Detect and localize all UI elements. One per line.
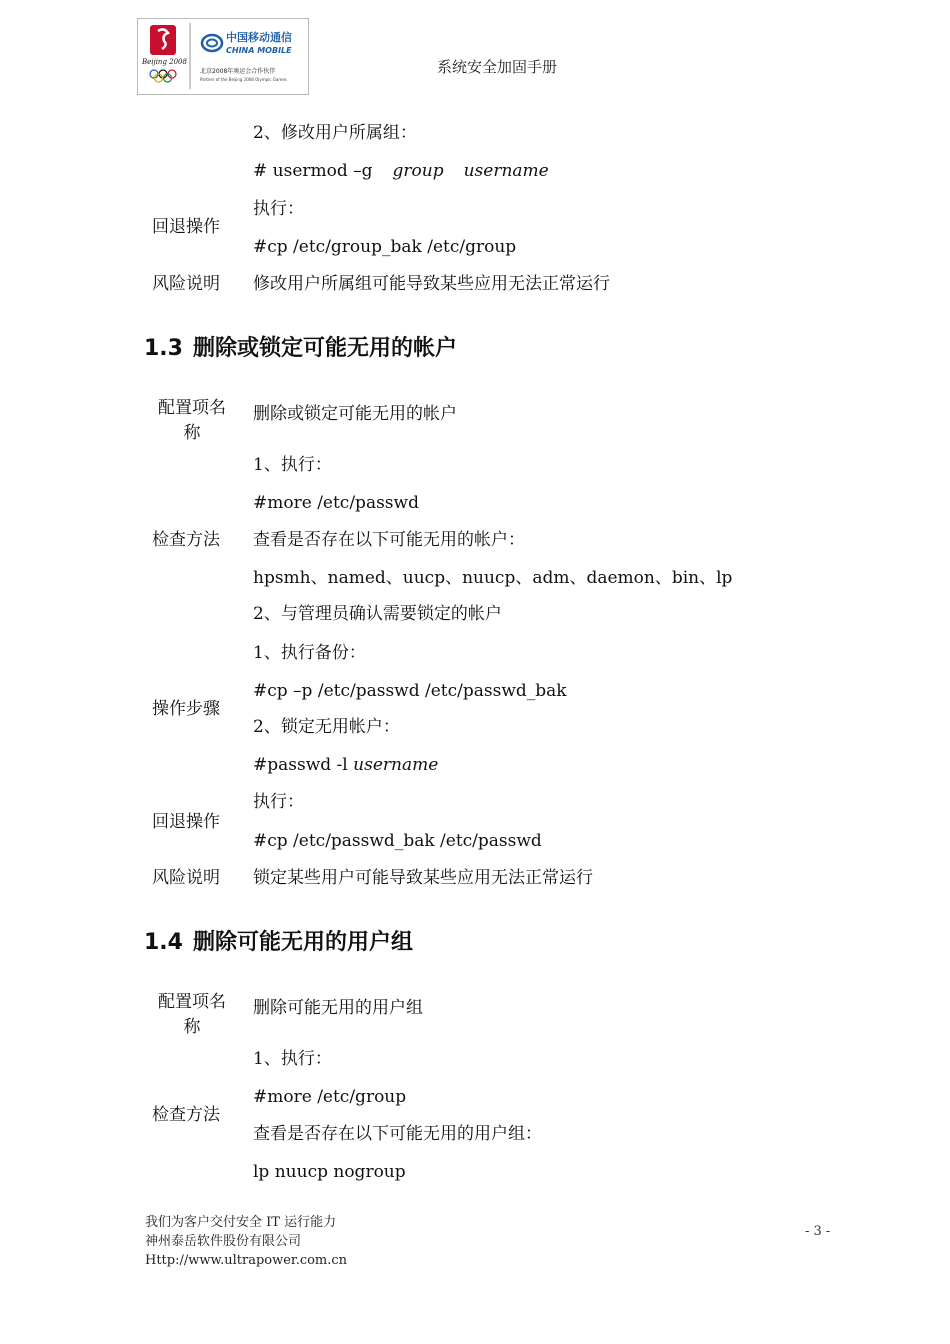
s13-rollback-2: #cp /etc/passwd_bak /etc/passwd <box>253 831 542 851</box>
section-number: 1.4 <box>144 930 183 955</box>
s14-check-line: 查看是否存在以下可能无用的用户组： <box>253 1124 542 1144</box>
cmd-group-param: group <box>392 161 444 181</box>
s13-check-line: 1、执行： <box>253 455 332 475</box>
s13-check-line: hpsmh、named、uucp、nuucp、adm、daemon、bin、lp <box>253 568 733 588</box>
page-footer <box>145 1213 347 1270</box>
prev-rollback-1: 执行： <box>253 199 304 219</box>
s13-op-step <box>253 754 438 776</box>
s13-risk-text: 锁定某些用户可能导致某些应用无法正常运行 <box>253 868 593 888</box>
partner-en-text: Partner of the Beijing 2008 Olympic Games <box>200 77 287 82</box>
prev-rollback-label: 回退操作 <box>152 217 220 237</box>
s14-config-label-1: 配置项名 <box>158 992 226 1012</box>
s13-op-label: 操作步骤 <box>152 699 220 719</box>
s14-config-label-2: 称 <box>183 1017 201 1037</box>
footer-company: 神州泰岳软件股份有限公司 <box>145 1234 302 1249</box>
brand-cn-text: 中国移动通信 <box>226 31 292 44</box>
s13-risk-label: 风险说明 <box>152 868 220 888</box>
section-number: 1.3 <box>144 336 183 361</box>
s13-op-step: #cp –p /etc/passwd /etc/passwd_bak <box>253 681 567 701</box>
section-1-4-heading <box>144 925 413 956</box>
cmd-user-param: username <box>463 161 549 181</box>
s13-config-value: 删除或锁定可能无用的帐户 <box>253 404 457 424</box>
document-title: 系统安全加固手册 <box>437 58 558 76</box>
prev-risk-text: 修改用户所属组可能导致某些应用无法正常运行 <box>253 274 610 294</box>
china-mobile-brand <box>200 30 292 82</box>
s14-check-line: #more /etc/group <box>253 1087 407 1107</box>
emblem-beijing-text: Beijing 2008 <box>142 58 187 66</box>
s13-op-step: 2、锁定无用帐户： <box>253 717 400 737</box>
prev-rollback-2: #cp /etc/group_bak /etc/group <box>253 237 517 257</box>
footer-slogan: 我们为客户交付安全 IT 运行能力 <box>145 1215 337 1230</box>
s14-check-line: 1、执行： <box>253 1049 332 1069</box>
page-number: - 3 - <box>805 1224 831 1239</box>
section-title: 删除或锁定可能无用的帐户 <box>192 336 457 361</box>
s13-check-line: #more /etc/passwd <box>253 493 419 513</box>
s14-check-line: lp nuucp nogroup <box>253 1162 406 1182</box>
prev-risk-label: 风险说明 <box>152 274 220 294</box>
s13-check-line: 查看是否存在以下可能无用的帐户： <box>253 530 525 550</box>
section-1-3-heading <box>144 331 457 362</box>
partner-cn-text: 北京2008年奥运会合作伙伴 <box>200 68 276 75</box>
cmd-user-param: username <box>353 755 439 775</box>
s13-op-step: 1、执行备份： <box>253 643 366 663</box>
prev-step-2: 2、修改用户所属组： <box>253 123 417 143</box>
s13-config-label-2: 称 <box>183 423 201 443</box>
cmd-prefix: #passwd -l <box>253 755 354 775</box>
footer-url[interactable]: Http://www.ultrapower.com.cn <box>145 1253 348 1268</box>
s13-check-line: 2、与管理员确认需要锁定的帐户 <box>253 604 502 624</box>
beijing-emblem <box>141 25 188 82</box>
s13-rollback-label: 回退操作 <box>152 812 220 832</box>
logo-graphic <box>138 19 308 94</box>
brand-en-text: CHINA MOBILE <box>226 46 292 55</box>
section-title: 删除可能无用的用户组 <box>192 930 413 955</box>
s14-check-label: 检查方法 <box>152 1105 220 1125</box>
s14-config-value: 删除可能无用的用户组 <box>253 998 423 1018</box>
s13-config-label-1: 配置项名 <box>158 398 226 418</box>
cmd-prefix: # usermod –g <box>253 161 373 181</box>
s13-check-label: 检查方法 <box>152 530 220 550</box>
company-logo <box>137 18 309 95</box>
s13-rollback-1: 执行： <box>253 792 304 812</box>
prev-command <box>253 160 549 182</box>
